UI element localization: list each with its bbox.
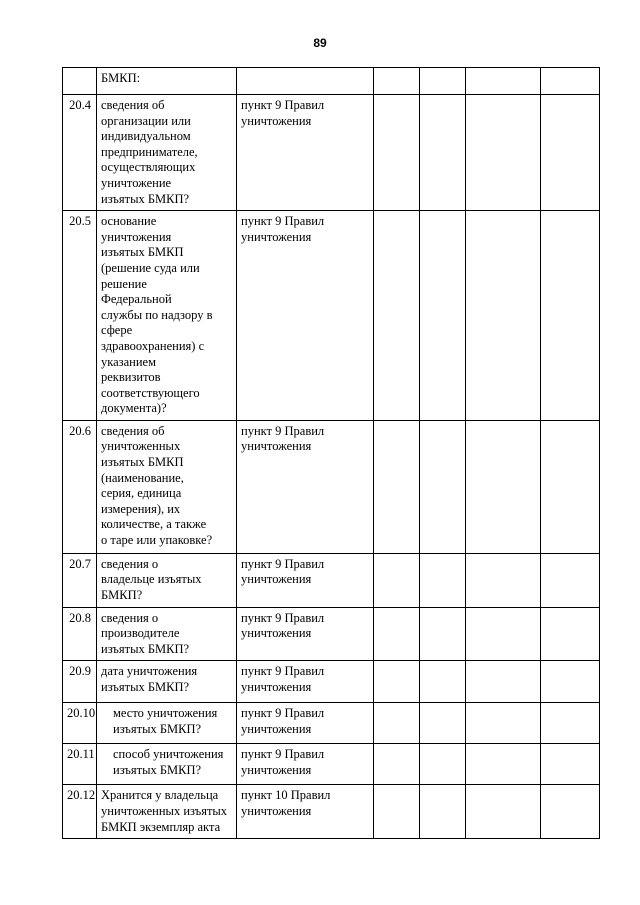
legal-reference <box>237 68 374 95</box>
item-number: 20.5 <box>63 211 97 421</box>
item-number: 20.7 <box>63 553 97 607</box>
description-line: способ уничтожения <box>113 747 224 762</box>
answer-cell <box>374 703 420 744</box>
answer-cell <box>466 553 541 607</box>
checklist-table <box>62 67 600 839</box>
table-row <box>63 211 600 421</box>
answer-cell <box>420 68 466 95</box>
legal-reference: пункт 9 Правил уничтожения <box>237 553 374 607</box>
legal-reference: пункт 9 Правил уничтожения <box>237 211 374 421</box>
table-row <box>63 553 600 607</box>
description-line: сведения об <box>101 98 165 112</box>
description-line: документа)? <box>101 401 167 416</box>
legal-reference: пункт 9 Правил уничтожения <box>237 607 374 661</box>
description-line: изъятых БМКП? <box>101 191 190 206</box>
item-description <box>97 211 237 421</box>
item-description <box>97 553 237 607</box>
description-line: изъятых БМКП? <box>101 680 190 695</box>
item-description <box>97 703 237 744</box>
answer-cell <box>374 95 420 211</box>
table-row <box>63 744 600 785</box>
answer-cell <box>420 785 466 839</box>
item-number: 20.4 <box>63 95 97 211</box>
description-line: уничтоженных изъятых <box>101 804 228 819</box>
description-line: реквизитов <box>101 370 161 385</box>
description-line: индивидуальном <box>101 129 191 144</box>
table-row <box>63 785 600 839</box>
legal-reference: пункт 9 Правил уничтожения <box>237 703 374 744</box>
answer-cell <box>374 68 420 95</box>
item-description <box>97 607 237 661</box>
description-line: (решение суда или <box>101 260 200 275</box>
answer-cell <box>541 785 600 839</box>
item-number: 20.6 <box>63 420 97 553</box>
item-description <box>97 744 237 785</box>
answer-cell <box>374 553 420 607</box>
answer-cell <box>420 744 466 785</box>
answer-cell <box>420 661 466 703</box>
description-line: владельце изъятых <box>101 572 202 587</box>
description-line: предпринимателе, <box>101 144 198 159</box>
answer-cell <box>541 553 600 607</box>
description-line: производителе <box>101 626 180 641</box>
answer-cell <box>466 661 541 703</box>
answer-cell <box>420 607 466 661</box>
description-line: изъятых БМКП? <box>101 641 190 656</box>
description-line: уничтожения <box>101 229 172 244</box>
answer-cell <box>541 661 600 703</box>
answer-cell <box>466 607 541 661</box>
item-number: 20.12 <box>63 785 97 839</box>
answer-cell <box>420 211 466 421</box>
legal-reference: пункт 10 Правил уничтожения <box>237 785 374 839</box>
description-line: количестве, а также <box>101 517 207 532</box>
description-line: изъятых БМКП <box>101 455 184 470</box>
answer-cell <box>420 703 466 744</box>
answer-cell <box>374 661 420 703</box>
answer-cell <box>541 703 600 744</box>
answer-cell <box>466 744 541 785</box>
description-line: изъятых БМКП? <box>113 763 202 778</box>
answer-cell <box>420 420 466 553</box>
answer-cell <box>541 607 600 661</box>
table-row <box>63 68 600 95</box>
answer-cell <box>466 420 541 553</box>
description-line: место уничтожения <box>113 706 218 721</box>
item-number: 20.9 <box>63 661 97 703</box>
legal-reference: пункт 9 Правил уничтожения <box>237 420 374 553</box>
answer-cell <box>541 68 600 95</box>
description-line: решение <box>101 276 147 291</box>
description-line: сведения об <box>101 423 165 438</box>
answer-cell <box>374 607 420 661</box>
answer-cell <box>466 68 541 95</box>
table-row <box>63 607 600 661</box>
description-line: сфере <box>101 323 133 338</box>
answer-cell <box>466 703 541 744</box>
answer-cell <box>420 553 466 607</box>
item-number <box>63 68 97 95</box>
table-row <box>63 95 600 211</box>
description-line: о таре или упаковке? <box>101 533 213 548</box>
answer-cell <box>541 420 600 553</box>
item-description <box>97 785 237 839</box>
page-number: 89 <box>313 36 327 50</box>
legal-reference: пункт 9 Правил уничтожения <box>237 744 374 785</box>
item-description <box>97 661 237 703</box>
table-row <box>63 661 600 703</box>
description-line: измерения), их <box>101 501 181 516</box>
answer-cell <box>374 211 420 421</box>
item-description <box>97 420 237 553</box>
item-number: 20.10 <box>63 703 97 744</box>
item-description <box>97 68 237 95</box>
description-line: службы по надзору в <box>101 307 213 322</box>
description-line: уничтоженных <box>101 439 181 454</box>
description-line: уничтожение <box>101 175 172 190</box>
description-line: БМКП? <box>101 588 143 603</box>
description-line: серия, единица <box>101 486 182 501</box>
item-number: 20.8 <box>63 607 97 661</box>
description-line: БМКП: <box>101 71 141 85</box>
description-line: Федеральной <box>101 292 172 307</box>
answer-cell <box>466 95 541 211</box>
answer-cell <box>541 95 600 211</box>
answer-cell <box>374 744 420 785</box>
answer-cell <box>420 95 466 211</box>
description-line: сведения о <box>101 556 159 571</box>
description-line: соответствующего <box>101 385 200 400</box>
description-line: сведения о <box>101 610 159 625</box>
description-line: основание <box>101 214 157 229</box>
answer-cell <box>374 785 420 839</box>
description-line: дата уничтожения <box>101 664 198 679</box>
answer-cell <box>374 420 420 553</box>
description-line: изъятых БМКП <box>101 245 184 260</box>
description-line: осуществляющих <box>101 160 196 175</box>
answer-cell <box>541 211 600 421</box>
description-line: изъятых БМКП? <box>113 722 202 737</box>
item-description <box>97 95 237 211</box>
description-line: здравоохранения) с <box>101 338 205 353</box>
answer-cell <box>541 744 600 785</box>
description-line: (наименование, <box>101 470 184 485</box>
answer-cell <box>466 211 541 421</box>
description-line: указанием <box>101 354 157 369</box>
table-row <box>63 703 600 744</box>
description-line: Хранится у владельца <box>101 788 219 803</box>
description-line: организации или <box>101 113 191 128</box>
description-line: БМКП экземпляр акта <box>101 819 221 834</box>
answer-cell <box>466 785 541 839</box>
legal-reference: пункт 9 Правил уничтожения <box>237 95 374 211</box>
legal-reference: пункт 9 Правил уничтожения <box>237 661 374 703</box>
table-row <box>63 420 600 553</box>
item-number: 20.11 <box>63 744 97 785</box>
